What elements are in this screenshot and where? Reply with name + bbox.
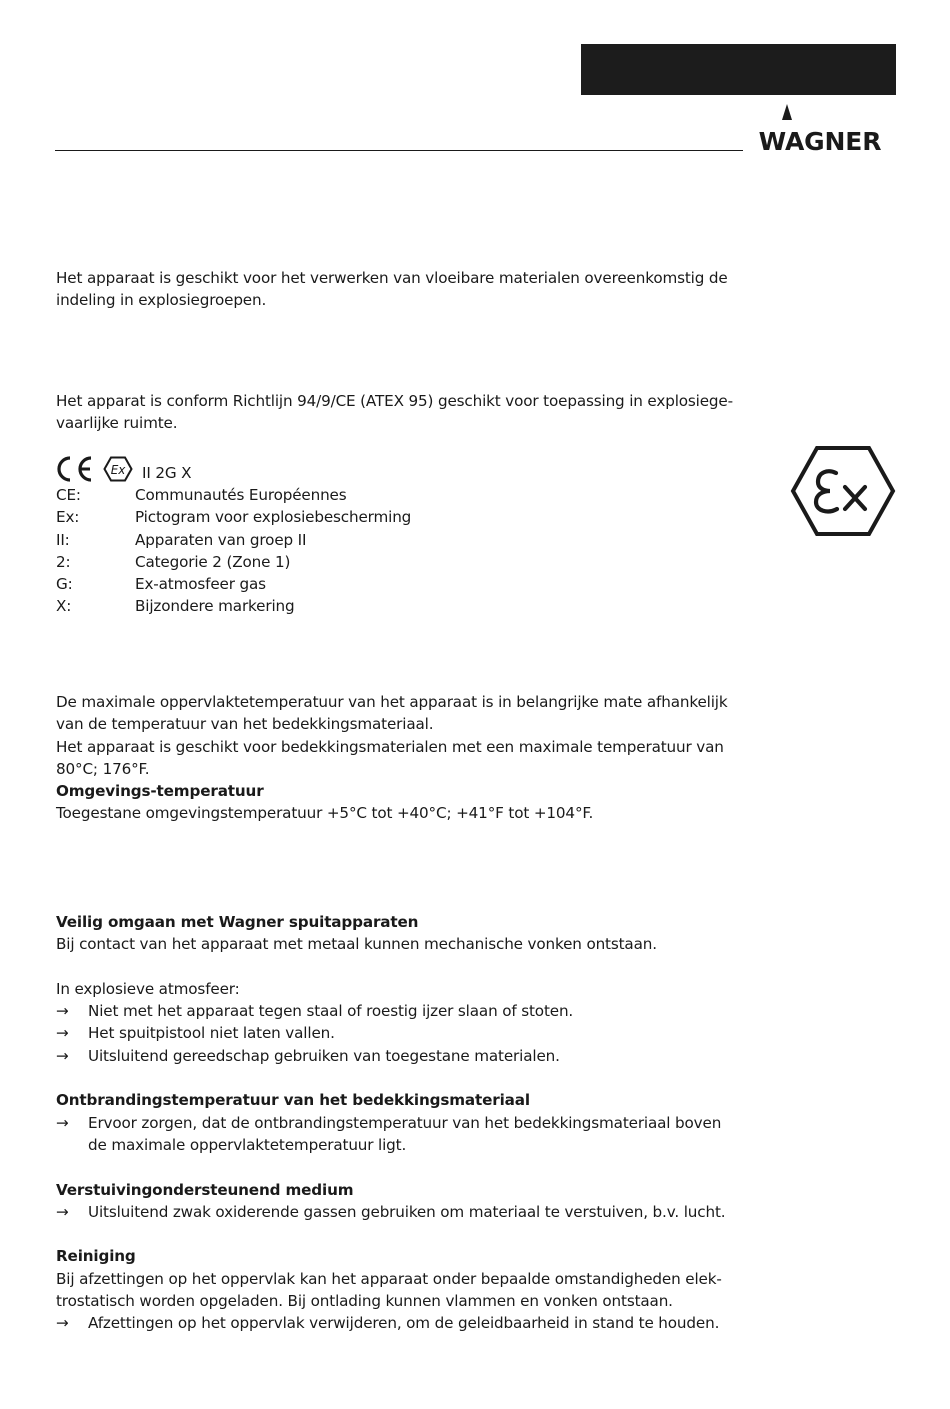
ambient-heading: Omgevings-temperatuur [56,782,264,801]
atex-paragraph [56,390,756,435]
definition-row: II: Apparaten van groep II [56,530,307,549]
marking-definitions [56,484,556,618]
list-item-continuation: de maximale oppervlaktetemperatuur ligt. [88,1135,407,1154]
atomizing-heading: Verstuivingondersteunend medium [56,1180,354,1199]
ce-mark-icon [56,455,96,483]
list-item: → Niet met het apparaat tegen staal of roestig ijzer slaan of stoten. [56,1000,756,1022]
list-item: → Uitsluitend zwak oxiderende gassen gebruiken om materiaal te verstuiven, b.v. lucht. [56,1201,756,1223]
definition-row: X: Bijzondere markering [56,597,295,616]
definition-row: CE: Communautés Européennes [56,486,347,504]
wagner-logo-text: WAGNER [758,127,882,152]
atex-line-2: vaarlijke ruimte. [56,414,178,433]
chapter-tab [581,44,896,95]
arrow-right-icon: → [56,1002,69,1021]
explosion-protection-icon [790,445,896,537]
list-item: → Het spuitpistool niet laten vallen. [56,1022,756,1044]
temperature-section: De maximale oppervlaktetemperatuur van het apparaat is in belangrijke mate afhankelijk van de temperatuur van het bedekkingsmateriaal. Het apparaat is geschikt voor bedekkingsmaterialen met een maximale temperatuur van 80°C; 176°F. Omgevings-temperatuur Toegestane omgevingstemperatuur +5°C tot +40°C; +41°F tot +104°F. [56,691,756,825]
atex-marking [56,455,356,485]
arrow-right-icon: → [56,1046,69,1065]
svg-text:Ex: Ex [110,463,126,477]
arrow-right-icon: → [56,1202,69,1221]
wagner-logo [744,104,897,152]
safety-section: Veilig omgaan met Wagner spuitapparaten Bij contact van het apparaat met metaal kunnen mechanische vonken ontstaan. In explosieve atmosfeer: → Niet met het apparaat tegen staal of roestig ijzer slaan of stoten. → Het spuitpistool niet laten vallen. → Uitsluitend gereedschap gebruiken van toegestane materialen. Ontbrandingstemperatuur van het bedekkingsmateriaal → Ervoor zorgen, dat de ontbrandingstemperatuur van het bedekkingsmateriaal boven de maximale oppervlaktetemperatuur ligt. Verstuivingondersteunend medium → Uitsluitend zwak oxiderende gassen gebruiken om materiaal te verstuiven, b.v. lucht. Reiniging Bij afzettingen op het oppervlak kan het apparaat onder bepaalde omstandigheden elek- trostatisch worden opgeladen. Bij ontlading kunnen vlammen en vonken ontstaan. → Afzettingen op het oppervlak verwijderen, om de geleidbaarheid in stand te houden. [56,911,756,1335]
list-item: → Ervoor zorgen, dat de ontbrandingstemperatuur van het bedekkingsmateriaal boven [56,1112,756,1134]
safety-heading: Veilig omgaan met Wagner spuitapparaten [56,913,419,931]
arrow-right-icon: → [56,1113,69,1132]
atex-line-1: Het apparat is conform Richtlijn 94/9/CE (ATEX 95) geschikt voor toepassing in explosiege- [56,392,733,410]
intro-paragraph: Het apparaat is geschikt voor het verwerken van vloeibare materialen overeenkomstig de indeling in explosiegroepen. [56,269,728,310]
list-item: → Afzettingen op het oppervlak verwijderen, om de geleidbaarheid in stand te houden. [56,1312,756,1334]
header-rule [55,150,743,151]
list-item: → Uitsluitend gereedschap gebruiken van toegestane materialen. [56,1045,756,1067]
definition-row: G: Ex-atmosfeer gas [56,575,266,594]
ignition-heading: Ontbrandingstemperatuur van het bedekkingsmateriaal [56,1091,530,1110]
ex-mark-icon [103,456,133,482]
marking-code: II 2G X [142,464,192,482]
arrow-right-icon: → [56,1024,69,1043]
definition-row: 2: Categorie 2 (Zone 1) [56,552,291,571]
arrow-right-icon: → [56,1314,69,1333]
definition-row: Ex: Pictogram voor explosiebescherming [56,508,412,527]
ambient-text: Toegestane omgevingstemperatuur +5°C tot +40°C; +41°F tot +104°F. [56,804,594,823]
cleaning-heading: Reiniging [56,1247,136,1266]
